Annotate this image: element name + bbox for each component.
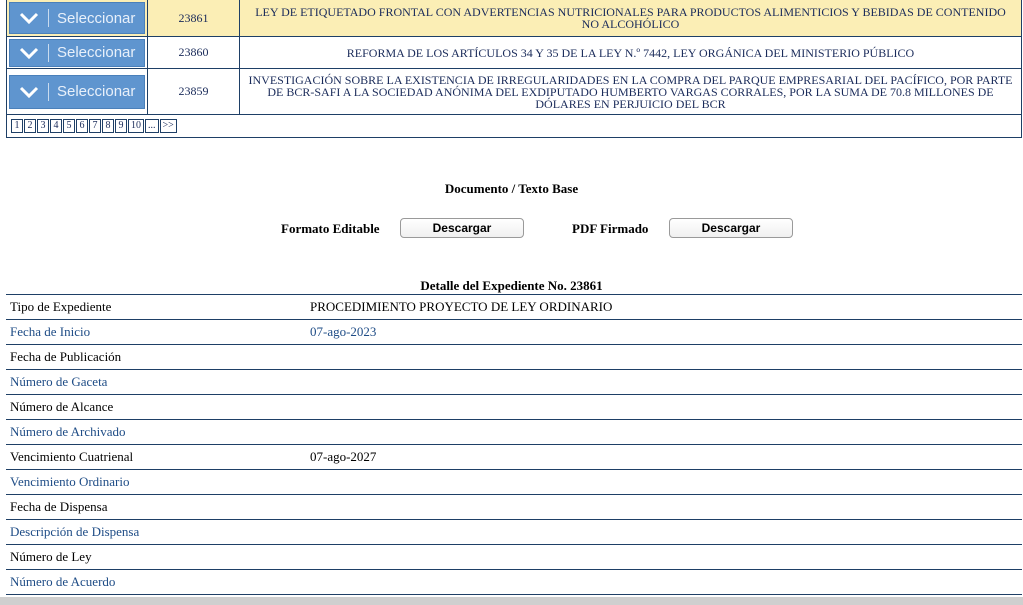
results-table: [6, 0, 1022, 138]
detail-label: Vencimiento Cuatrienal: [10, 449, 134, 464]
detail-row: [6, 295, 1022, 320]
detail-row: [6, 370, 1022, 395]
detail-row: [6, 320, 1022, 345]
document-section-title: Documento / Texto Base: [444, 181, 579, 196]
expediente-title: INVESTIGACIÓN SOBRE LA EXISTENCIA DE IRREGULARIDADES EN LA COMPRA DEL PARQUE EMPRESARIAL DEL PACÍFICO, POR PARTE DE BCR-SAFI A LA SOCIEDAD ANÓNIMA DEL EXDIPUTADO HUMBERTO VARGAS CORRALES, POR LA SUMA DE 70.8 MILLONES DE DÓLARES EN PERJUICIO DEL BCR: [248, 72, 1013, 111]
expediente-number: 23861: [147, 0, 240, 36]
page-link-more[interactable]: ...: [145, 119, 159, 133]
detail-row: [6, 545, 1022, 570]
page-link-5[interactable]: 5: [63, 119, 75, 133]
detail-row: [6, 395, 1022, 420]
detail-row: [6, 420, 1022, 445]
page-link-2[interactable]: 2: [24, 119, 36, 133]
page-link-9[interactable]: 9: [115, 119, 127, 133]
detail-label: Tipo de Expediente: [10, 299, 112, 314]
detail-label: Número de Ley: [10, 549, 92, 564]
expediente-title: REFORMA DE LOS ARTÍCULOS 34 Y 35 DE LA LEY N.º 7442, LEY ORGÁNICA DEL MINISTERIO PÚBLICO: [346, 45, 915, 60]
chevron-down-icon: [10, 86, 48, 98]
page-link-next[interactable]: >>: [160, 119, 177, 133]
select-button-label: Seleccionar: [57, 83, 136, 100]
detail-row: [6, 495, 1022, 520]
expediente-number: 23859: [147, 69, 240, 114]
page-link-4[interactable]: 4: [50, 119, 62, 133]
page-link-10[interactable]: 10: [128, 119, 144, 133]
result-row: [7, 69, 1021, 115]
chevron-down-icon: [10, 12, 48, 24]
detail-label: Vencimiento Ordinario: [10, 474, 130, 489]
detail-row: [6, 520, 1022, 545]
detail-label: Fecha de Publicación: [10, 349, 122, 364]
download-editable-button[interactable]: Descargar: [400, 218, 524, 238]
editable-format-label: Formato Editable: [281, 221, 380, 236]
detail-label: Número de Alcance: [10, 399, 114, 414]
page-link-7[interactable]: 7: [89, 119, 101, 133]
detail-value: 07-ago-2023: [310, 324, 377, 339]
detail-row: [6, 345, 1022, 370]
detail-label: Número de Gaceta: [10, 374, 108, 389]
detail-title: Detalle del Expediente No. 23861: [420, 278, 603, 293]
pdf-signed-label: PDF Firmado: [572, 221, 649, 236]
select-button[interactable]: [9, 39, 145, 67]
detail-table: [6, 294, 1022, 595]
detail-row: [6, 470, 1022, 495]
detail-value: PROCEDIMIENTO PROYECTO DE LEY ORDINARIO: [310, 299, 613, 314]
detail-label: Descripción de Dispensa: [10, 524, 140, 539]
page-link-3[interactable]: 3: [37, 119, 49, 133]
page-link-6[interactable]: 6: [76, 119, 88, 133]
detail-label: Número de Acuerdo: [10, 574, 116, 589]
detail-label: Número de Archivado: [10, 424, 126, 439]
detail-row: [6, 570, 1022, 595]
page-link-8[interactable]: 8: [102, 119, 114, 133]
detail-row: [6, 445, 1022, 470]
result-row: [7, 0, 1021, 37]
expediente-title: LEY DE ETIQUETADO FRONTAL CON ADVERTENCIAS NUTRICIONALES PARA PRODUCTOS ALIMENTICIOS Y BEBIDAS DE CONTENIDO NO ALCOHÓLICO: [240, 0, 1021, 36]
download-formats: [0, 218, 1023, 240]
select-button-label: Seleccionar: [57, 44, 136, 61]
select-button[interactable]: [9, 2, 145, 34]
detail-label: Fecha de Dispensa: [10, 499, 108, 514]
page-link-1[interactable]: 1: [11, 119, 23, 133]
detail-label: Fecha de Inicio: [10, 324, 91, 339]
download-pdf-button[interactable]: Descargar: [669, 218, 793, 238]
select-button[interactable]: [9, 75, 145, 109]
detail-value: 07-ago-2027: [310, 449, 377, 464]
pagination: [7, 115, 1021, 137]
result-row: [7, 37, 1021, 69]
select-button-label: Seleccionar: [57, 9, 136, 27]
chevron-down-icon: [10, 47, 48, 59]
expediente-number: 23860: [147, 37, 240, 68]
horizontal-scrollbar[interactable]: [0, 597, 1023, 605]
